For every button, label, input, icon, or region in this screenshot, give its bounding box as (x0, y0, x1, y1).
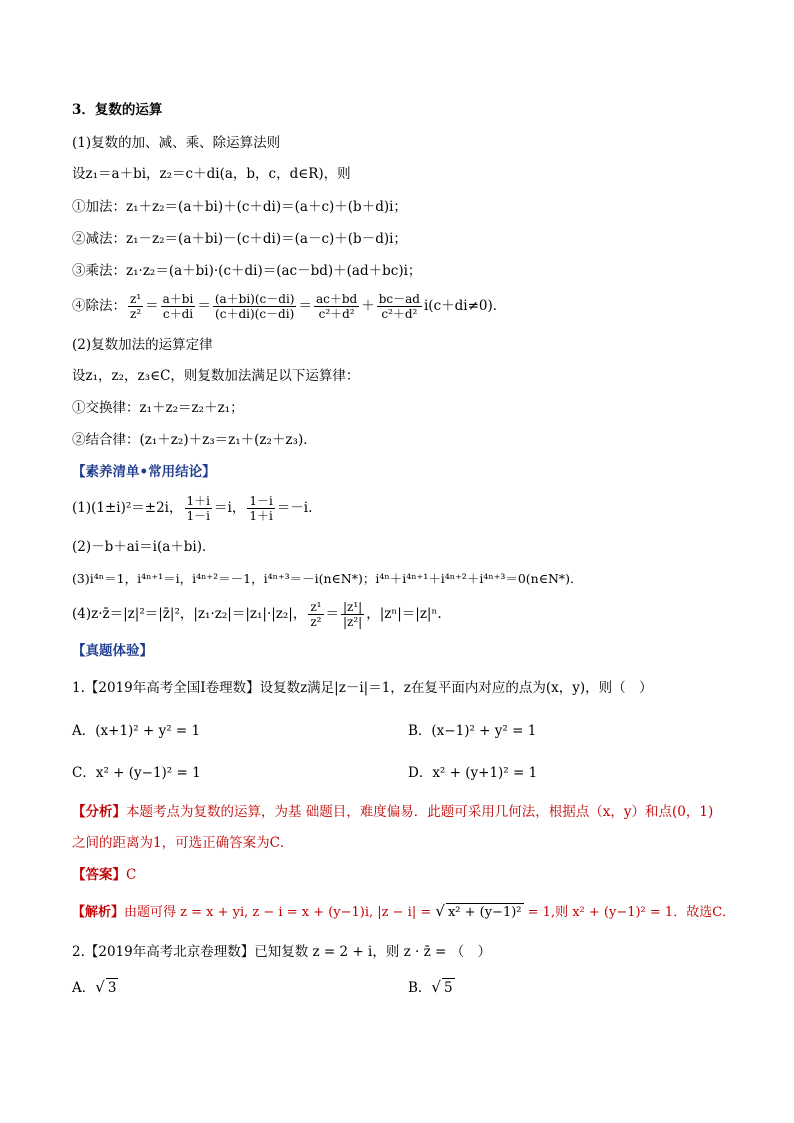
question-2-option-b: B．√ 5 (408, 978, 453, 996)
section-heading: 3．复数的运算 (72, 102, 163, 118)
analysis-label: 【分析】 (72, 804, 126, 820)
law-setup: 设z₁，z₂，z₃∈C，则复数加法满足以下运算律： (72, 368, 360, 384)
conclusion-1: (1)(1±i)²＝±2i， $\frac{1+i}{1-i}$ ＝i， $\frac{1-i}{1+i}$ ＝－i. (72, 494, 313, 523)
conclusion-4-frac-2: $\frac{\text{|z¹|}}{\text{|z²|}}$ (343, 600, 363, 629)
multiplication-rule: ③乘法：z₁·z₂＝(a＋bi)·(c＋di)＝(ac－bd)＋(ad＋bc)i； (72, 263, 422, 279)
analysis-line-1 (72, 803, 713, 821)
analysis-text-1: 本题考点为复数的运算，为基 础题目，难度偏易．此题可采用几何法，根据点（x，y）和点(0，1) (126, 804, 714, 820)
division-frac-5: $\frac{bc-ad}{\text{c²＋d²}}$ (378, 292, 420, 321)
subsection-2: (2)复数加法的运算定律 (72, 337, 213, 353)
question-1-option-b: B．(x−1)² + y² = 1 (408, 723, 537, 739)
question-1-option-c: C．x² + (y−1)² = 1 (72, 765, 201, 781)
conclusion-2: (2)－b＋ai＝i(a＋bi)． (72, 539, 216, 555)
commutative-law: ①交换律：z₁＋z₂＝z₂＋z₁； (72, 400, 244, 416)
answer-line (72, 866, 136, 884)
conclusion-4-frac-1: $\frac{\text{z¹}}{\text{z²}}$ (310, 600, 322, 629)
division-tail: i(c＋di≠0)． (423, 298, 507, 314)
conclusion-3: (3)i⁴ⁿ＝1，i⁴ⁿ⁺¹＝i，i⁴ⁿ⁺²＝－1，i⁴ⁿ⁺³＝－i(n∈N*)；i⁴ⁿ＋i⁴ⁿ⁺¹＋i⁴ⁿ⁺²＋i⁴ⁿ⁺³＝0(n∈N*)． (72, 571, 583, 586)
conclusions-title: 【素养清单•常用结论】 (72, 464, 216, 480)
question-1-option-d: D．x² + (y+1)² = 1 (408, 765, 538, 781)
division-frac-4: $\frac{ac+bd}{\text{c²＋d²}}$ (315, 292, 358, 321)
question-1-option-a: A．(x+1)² + y² = 1 (72, 723, 201, 739)
division-frac-1: $\frac{\text{z¹}}{\text{z²}}$ (130, 292, 142, 321)
subtraction-rule: ②减法：z₁－z₂＝(a＋bi)－(c＋di)＝(a－c)＋(b－d)i； (72, 231, 407, 247)
answer-label: 【答案】 (72, 867, 126, 883)
division-frac-3: $\frac{(a+bi)(c-di)}{(c+di)(c-di)}$ (214, 292, 295, 321)
associative-law: ②结合律：(z₁＋z₂)＋z₃＝z₁＋(z₂＋z₃)． (72, 432, 317, 448)
conclusion-1-frac-1: $\frac{1+i}{1-i}$ (186, 494, 210, 523)
setup-line: 设z₁＝a＋bi，z₂＝c＋di(a，b，c，d∈R)，则 (72, 166, 351, 182)
analysis-line-2: 之间的距离为1，可选正确答案为C． (72, 835, 294, 851)
division-frac-2: $\frac{a+bi}{c+di}$ (162, 292, 194, 321)
exam-title: 【真题体验】 (72, 643, 153, 659)
explanation-label: 【解析】 (72, 905, 125, 920)
answer-value: C (126, 867, 137, 883)
conclusion-1-frac-2: $\frac{1-i}{1+i}$ (249, 494, 273, 523)
addition-rule: ①加法：z₁＋z₂＝(a＋bi)＋(c＋di)＝(a＋c)＋(b＋d)i； (72, 199, 407, 215)
division-rule: ④除法： $\frac{\text{z¹}}{\text{z²}}$ ＝ $\frac{a+bi}{c+di}$ ＝ $\frac{(a+bi)(c-di)}{(c+di)(c-di)}$ ＝ $\frac{ac+bd}{\text{c²＋d²}}$ ＋ $\frac{bc-ad}{\text{c²＋d²}}$ i(c＋di≠0)． (72, 292, 507, 321)
sqrt-symbol: √ (435, 902, 445, 920)
question-2-option-a: A．√ 3 (72, 978, 117, 996)
division-label: ④除法： (72, 298, 126, 314)
question-2-stem: 2.【2019年高考北京卷理数】已知复数 z = 2 + i，则 z · z̄ = （ ） (72, 944, 492, 960)
explanation-line: 【解析】由题可得 z = x + yi, z − i = x + (y−1)i, |z − i| = √ x² + (y−1)² = 1,则 x² + (y−1)² = 1．故选C． (72, 902, 736, 920)
conclusion-4: (4)z·z̄＝|z|²＝|z̄|²，|z₁·z₂|＝|z₁|·|z₂|， $\frac{\text{z¹}}{\text{z²}}$ ＝ $\frac{\text{|z¹|}}{\text{|z²|}}$ ，|zⁿ|＝|z|ⁿ. (72, 600, 442, 629)
question-1-stem: 1.【2019年高考全国Ⅰ卷理数】设复数z满足|z－i|＝1，z在复平面内对应的点为(x，y)，则（ ） (72, 680, 653, 696)
subsection-1: (1)复数的加、减、乘、除运算法则 (72, 135, 281, 151)
